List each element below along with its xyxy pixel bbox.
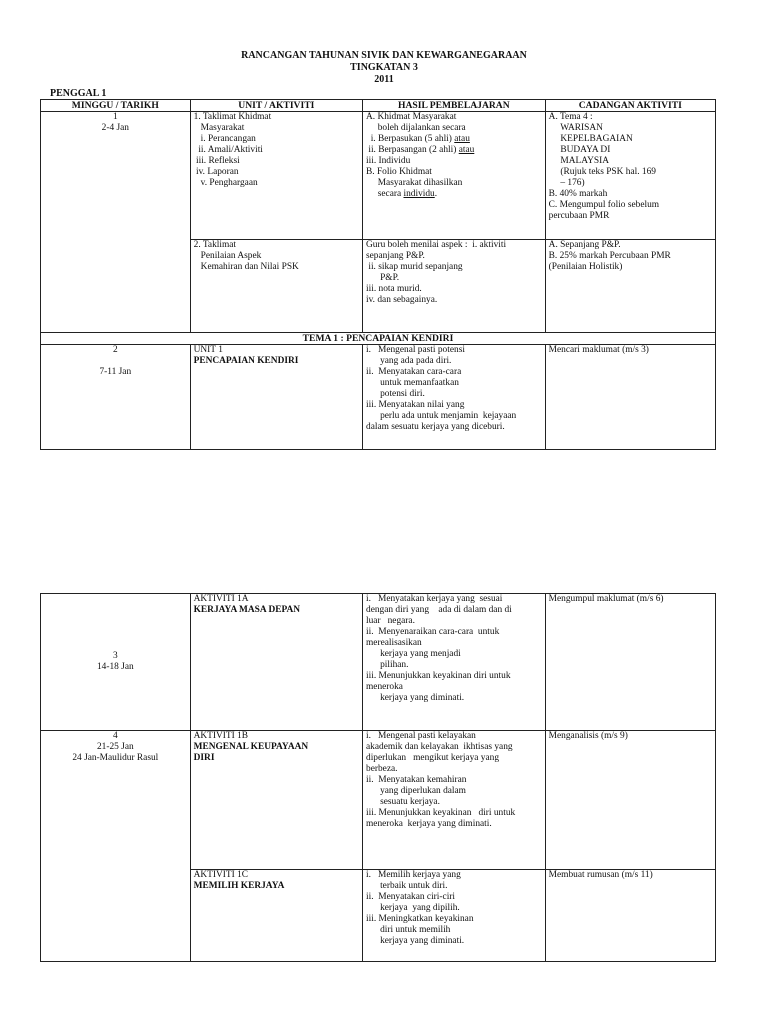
week-date: 7-11 Jan (99, 367, 132, 377)
activity-line: A. Tema 4 : (548, 112, 593, 122)
outcome-line: ii. Menyatakan ciri-ciri (366, 892, 456, 902)
unit-title: MENGENAL KEUPAYAAN (193, 742, 309, 752)
unit-line: i. Perancangan (193, 134, 256, 144)
outcome-line: kerjaya yang diminati. (366, 936, 465, 946)
outcome-line: diperlukan mengikut kerjaya yang (366, 753, 500, 763)
unit-cell (190, 345, 362, 450)
activity-line: C. Mengumpul folio sebelum (548, 200, 660, 210)
document-title: RANCANGAN TAHUNAN SIVIK DAN KEWARGANEGARAAN (241, 50, 527, 61)
outcome-line: B. Folio Khidmat (366, 167, 432, 177)
unit-line: Kemahiran dan Nilai PSK (193, 262, 299, 272)
activity-cell (545, 731, 715, 870)
outcome-line: berbeza. (366, 764, 398, 774)
outcome-line: meneroka kerjaya yang diminati. (366, 819, 492, 829)
activity-line: – 176) (548, 178, 585, 188)
unit-code: UNIT 1 (193, 345, 223, 355)
outcome-line: kerjaya yang dipilih. (366, 903, 460, 913)
activity-line: KEPELBAGAIAN (548, 134, 633, 144)
outcome-text: secara (366, 189, 404, 199)
outcome-line: boleh dijalankan secara (366, 123, 466, 133)
outcome-line: yang ada pada diri. (366, 356, 452, 366)
outcome-cell (363, 870, 546, 962)
activity-line: Menganalisis (m/s 9) (548, 731, 628, 741)
column-header: CADANGAN AKTIVITI (545, 100, 715, 112)
week-cell (41, 731, 191, 962)
form-level: TINGKATAN 3 (350, 62, 418, 73)
activity-line: WARISAN (548, 123, 603, 133)
outcome-cell (363, 731, 546, 870)
unit-cell (190, 870, 362, 962)
unit-cell (190, 240, 362, 333)
outcome-line: potensi diri. (366, 389, 425, 399)
activity-cell (545, 345, 715, 450)
table-row (41, 731, 716, 870)
theme-heading: TEMA 1 : PENCAPAIAN KENDIRI (41, 333, 716, 345)
outcome-line: i. Memilih kerjaya yang (366, 870, 461, 880)
theme-row (41, 333, 716, 345)
outcome-line: ii. Menyenaraikan cara-cara untuk (366, 627, 500, 637)
outcome-line: ii. Menyatakan kemahiran (366, 775, 467, 785)
outcome-line: sepanjang P&P. (366, 251, 425, 261)
unit-line: iv. Laporan (193, 167, 239, 177)
outcome-line: i. Menyatakan kerjaya yang sesuai (366, 594, 503, 604)
activity-line: Mencari maklumat (m/s 3) (548, 345, 649, 355)
outcome-line: iv. dan sebagainya. (366, 295, 438, 305)
outcome-line: iii. Menyatakan nilai yang (366, 400, 465, 410)
activity-line: MALAYSIA (548, 156, 610, 166)
week-cell (41, 112, 191, 333)
outcome-line: sesuatu kerjaya. (366, 797, 440, 807)
week-cell (41, 594, 191, 731)
outcome-line: luar negara. (366, 616, 415, 626)
outcome-line: ii. sikap murid sepanjang (366, 262, 463, 272)
week-number: 2 (112, 345, 118, 355)
outcome-line: yang diperlukan dalam (366, 786, 466, 796)
unit-line: Penilaian Aspek (193, 251, 262, 261)
week-number: 4 (112, 731, 118, 741)
table-header-row (41, 100, 716, 112)
activity-line: A. Sepanjang P&P. (548, 240, 621, 250)
activity-line: Membuat rumusan (m/s 11) (548, 870, 653, 880)
outcome-line: ii. Menyatakan cara-cara (366, 367, 462, 377)
outcome-line: iii. nota murid. (366, 284, 422, 294)
outcome-line: akademik dan kelayakan ikhtisas yang (366, 742, 513, 752)
table-row (41, 345, 716, 450)
column-header: MINGGU / TARIKH (41, 100, 191, 112)
outcome-underlined: atau (458, 145, 475, 155)
unit-line: v. Penghargaan (193, 178, 258, 188)
outcome-line: merealisasikan (366, 638, 422, 648)
table-row (41, 594, 716, 731)
unit-line: 1. Taklimat Khidmat (193, 112, 272, 122)
outcome-line: P&P. (366, 273, 400, 283)
activity-line: Mengumpul maklumat (m/s 6) (548, 594, 664, 604)
week-date: 14-18 Jan (96, 662, 134, 672)
unit-code: AKTIVITI 1C (193, 870, 249, 880)
column-header: UNIT / AKTIVITI (190, 100, 362, 112)
unit-cell (190, 731, 362, 870)
week-number: 1 (112, 112, 118, 122)
outcome-underlined: atau (454, 134, 470, 144)
activity-cell (545, 240, 715, 333)
activity-cell (545, 870, 715, 962)
unit-title: MEMILIH KERJAYA (193, 881, 285, 891)
outcome-line: meneroka (366, 682, 403, 692)
outcome-line (366, 145, 542, 156)
outcome-underlined: individu (403, 189, 435, 199)
outcome-cell (363, 345, 546, 450)
week-number: 3 (112, 651, 118, 661)
outcome-line: Guru boleh menilai aspek : i. aktiviti (366, 240, 507, 250)
outcome-cell (363, 112, 546, 240)
outcome-line: iii. Individu (366, 156, 411, 166)
unit-title: DIRI (193, 753, 215, 763)
unit-title: PENCAPAIAN KENDIRI (193, 356, 299, 366)
plan-table-2 (40, 593, 716, 962)
activity-cell (545, 112, 715, 240)
activity-cell (545, 594, 715, 731)
outcome-text: . (434, 189, 438, 199)
unit-line: iii. Refleksi (193, 156, 240, 166)
outcome-line: iii. Menunjukkan keyakinan diri untuk (366, 808, 516, 818)
outcome-line: Masyarakat dihasilkan (366, 178, 463, 188)
outcome-line (366, 189, 542, 200)
unit-cell (190, 594, 362, 731)
column-header: HASIL PEMBELAJARAN (363, 100, 546, 112)
unit-line: 2. Taklimat (193, 240, 237, 250)
activity-line: (Rujuk teks PSK hal. 169 (548, 167, 656, 177)
plan-table-1 (40, 99, 716, 450)
outcome-cell (363, 240, 546, 333)
spacer (44, 356, 187, 367)
year: 2011 (374, 74, 394, 85)
outcome-line: A. Khidmat Masyarakat (366, 112, 457, 122)
unit-line: ii. Amali/Aktiviti (193, 145, 263, 155)
outcome-line: iii. Meningkatkan keyakinan (366, 914, 474, 924)
outcome-line: iii. Menunjukkan keyakinan diri untuk (366, 671, 511, 681)
activity-line: BUDAYA DI (548, 145, 611, 155)
outcome-text: ii. Berpasangan (2 ahli) (366, 145, 459, 155)
table-row (41, 112, 716, 240)
outcome-line: pilihan. (366, 660, 409, 670)
outcome-line: dalam sesuatu kerjaya yang diceburi. (366, 422, 505, 432)
unit-cell (190, 112, 362, 240)
unit-title: KERJAYA MASA DEPAN (193, 605, 301, 615)
unit-code: AKTIVITI 1B (193, 731, 249, 741)
outcome-line: untuk memanfaatkan (366, 378, 459, 388)
activity-line: B. 40% markah (548, 189, 608, 199)
outcome-line: kerjaya yang menjadi (366, 649, 461, 659)
holiday-note: 24 Jan-Maulidur Rasul (72, 753, 159, 763)
outcome-line: diri untuk memilih (366, 925, 451, 935)
outcome-line: i. Mengenal pasti kelayakan (366, 731, 476, 741)
outcome-line: dengan diri yang ada di dalam dan di (366, 605, 512, 615)
week-cell (41, 345, 191, 450)
outcome-text: i. Berpasukan (5 ahli) (366, 134, 455, 144)
unit-line: Masyarakat (193, 123, 245, 133)
term-label: PENGGAL 1 (50, 88, 107, 99)
outcome-line: terbaik untuk diri. (366, 881, 448, 891)
outcome-line: kerjaya yang diminati. (366, 693, 465, 703)
outcome-line: perlu ada untuk menjamin kejayaan (366, 411, 517, 421)
unit-code: AKTIVITI 1A (193, 594, 249, 604)
activity-line: B. 25% markah Percubaan PMR (548, 251, 671, 261)
activity-line: percubaan PMR (548, 211, 610, 221)
outcome-line (366, 134, 542, 145)
week-date: 2-4 Jan (101, 123, 129, 133)
activity-line: (Penilaian Holistik) (548, 262, 623, 272)
outcome-line: i. Mengenal pasti potensi (366, 345, 465, 355)
week-date: 21-25 Jan (96, 742, 134, 752)
outcome-cell (363, 594, 546, 731)
